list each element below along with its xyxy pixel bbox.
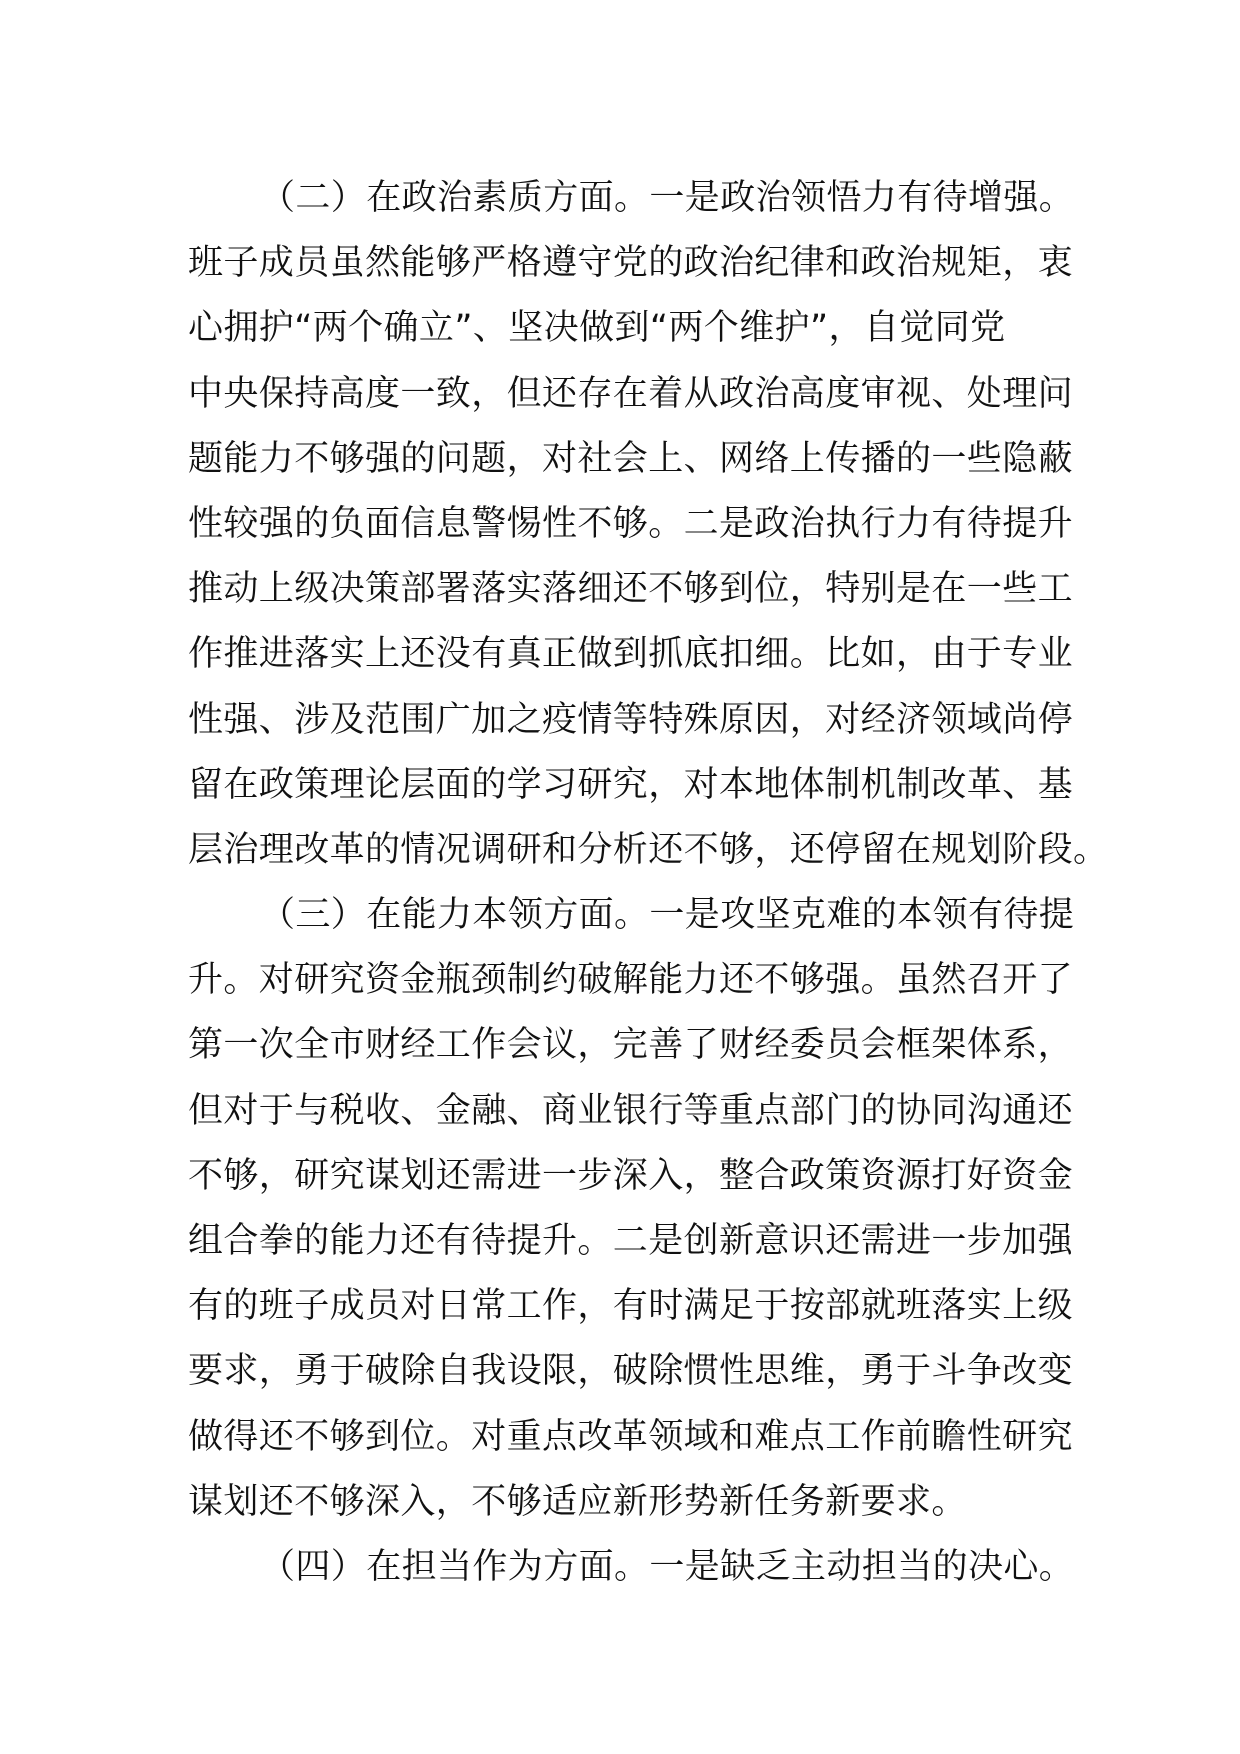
paragraph-line: （四）在担当作为方面。一是缺乏主动担当的决心。 (260, 1546, 1075, 1587)
paragraph-line: 组合拳的能力还有待提升。二是创新意识还需进一步加强 (188, 1221, 1074, 1261)
paragraph-line: 题能力不够强的问题，对社会上、网络上传播的一些隐蔽 (188, 438, 1074, 479)
paragraph-line: 心拥护“两个确立”、坚决做到“两个维护”，自觉同党 (188, 308, 1006, 349)
document-body (188, 166, 1109, 1600)
paragraph-line: 推动上级决策部署落实落细还不够到位，特别是在一些工 (188, 569, 1074, 610)
paragraph-line: 升。对研究资金瓶颈制约破解能力还不够强。虽然召开了 (188, 960, 1074, 1001)
paragraph-line: 谋划还不够深入，不够适应新形势新任务新要求。 (188, 1481, 967, 1522)
paragraph-line: 作推进落实上还没有真正做到抓底扣细。比如，由于专业 (188, 634, 1074, 675)
paragraph-line: 但对于与税收、金融、商业银行等重点部门的协同沟通还 (188, 1090, 1074, 1131)
paragraph-line: （三）在能力本领方面。一是攻坚克难的本领有待提 (260, 895, 1075, 936)
paragraph-line: 中央保持高度一致，但还存在着从政治高度审视、处理问 (188, 373, 1074, 414)
paragraph-line: 留在政策理论层面的学习研究，对本地体制机制改革、基 (188, 764, 1074, 805)
paragraph-line: 不够，研究谋划还需进一步深入，整合政策资源打好资金 (188, 1155, 1074, 1196)
paragraph-line: 性强、涉及范围广加之疫情等特殊原因，对经济领域尚停 (188, 699, 1074, 740)
paragraph-line: （二）在政治素质方面。一是政治领悟力有待增强。 (260, 178, 1075, 218)
paragraph-line: 层治理改革的情况调研和分析还不够，还停留在规划阶段。 (188, 829, 1109, 870)
paragraph-line: 性较强的负面信息警惕性不够。二是政治执行力有待提升 (188, 503, 1074, 544)
paragraph-line: 有的班子成员对日常工作，有时满足于按部就班落实上级 (188, 1286, 1074, 1327)
paragraph-line: 要求，勇于破除自我设限，破除惯性思维，勇于斗争改变 (188, 1351, 1074, 1392)
paragraph-line: 做得还不够到位。对重点改革领域和难点工作前瞻性研究 (188, 1416, 1074, 1457)
paragraph-line: 第一次全市财经工作会议，完善了财经委员会框架体系， (188, 1025, 1074, 1066)
paragraph-line: 班子成员虽然能够严格遵守党的政治纪律和政治规矩，衷 (188, 243, 1074, 284)
